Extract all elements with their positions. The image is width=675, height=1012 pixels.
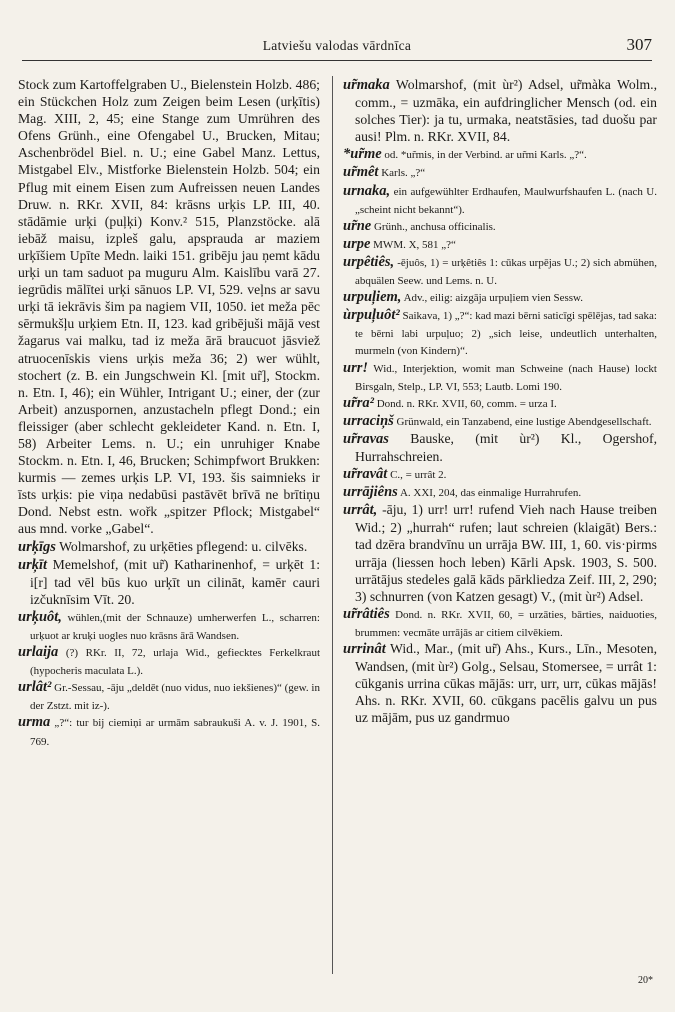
dictionary-entry — [343, 412, 657, 430]
dictionary-title: Latviešu valodas vārdnīca — [262, 38, 412, 53]
entry-definition: Wid., Mar., (mit ur̃) Ahs., Kurs., Līn., Mesoten, Wandsen, (mit ùr²) Golg., Selsau, Stomersee, = urrât 1: cūkganis urrina cūkas mājās: urr, urr, urr, cūkas mājās! Ahs. n. RKr. XVII, 60. cūkgans pacēlis galvu un pus uz mājām, pus uz gandrmuo — [355, 641, 657, 726]
dictionary-entry — [343, 145, 657, 163]
entry-definition: Wolmarshof, (mit ùr²) Adsel, ur̃màka Wolm., comm., = uzmāka, ein aufdringlicher Mensch (od. ein solches Tier): ja tu, urmaka, neatstāsies, tad duošu par ausi! Plm. n. RKr. XVII, 84. — [355, 77, 657, 145]
entry-definition: Grünwald, ein Tanzabend, eine lustige Abendgesellschaft. — [393, 415, 652, 428]
entry-definition: Dond. n. RKr. XVII, 60, = urzāties, bārties, naiduoties, brummen: vecmāte urrājās ar citiem cilvēkiem. — [355, 608, 657, 639]
entry-headword: ur̃ravas — [343, 430, 389, 447]
entry-definition: -āju, 1) urr! urr! rufend Vieh nach Hause treiben Wid.; 2) „hurrah“ rufen; laut schreien (klaigāt) Bers.: tad dzēra brandvīnu un urrāja BW. III, 1, 60. vis·pirms urrāja (liessen hoch leben) Kārli Apsk. 1903, S. 500. urrātājus stedeles galā kāds pārkliedza Zeif. III, 2, 290; 3) schnurren (von Katzen gesagt) V., (mit ùr²) Adsel. — [355, 502, 657, 604]
dictionary-entry — [18, 678, 320, 713]
entry-headword: urķīt — [18, 556, 48, 573]
dictionary-entry — [343, 288, 657, 306]
dictionary-entry — [343, 306, 657, 358]
entry-definition: Memelshof, (mit ur̃) Katharinenhof, = urķēt 1: i[r] tad vēl būs kuo urķīt un cilināt, kamēr cauri izčuknīsim Vīt. 20. — [30, 556, 320, 607]
column-divider — [332, 76, 333, 974]
entry-headword: urrinât — [343, 641, 386, 657]
dictionary-entry — [343, 253, 657, 288]
entry-definition: (?) RKr. II, 72, urlaja Wid., gefiecktes Ferkelkraut (hypocheris maculata L.). — [30, 647, 320, 678]
entry-headword: ur̃maka — [343, 77, 390, 93]
dictionary-entry — [343, 182, 657, 217]
dictionary-entry — [343, 465, 657, 483]
dictionary-entry — [18, 643, 320, 678]
entry-headword: ur̃ne — [343, 217, 372, 234]
entry-definition: Dond. n. RKr. XVII, 60, comm. = urza I. — [373, 397, 557, 410]
dictionary-entry — [343, 76, 657, 145]
signature-mark: 20* — [638, 975, 653, 986]
entry-definition: Saikava, 1) „?“: kad mazi bērni saticīgi spēlējas, tad saka: te bērni labi urpuļuo; 2) „sich leise, undeutlich unterhalten, murmeln (von Kindern)“. — [355, 310, 657, 358]
entry-headword: urrājiêns — [343, 484, 398, 501]
entry-text: Stock zum Kartoffelgraben U., Bielenstein Holzb. 486; ein Stückchen Holz zum Zeigen beim Lesen (urķītis) Mag. XIII, 2, 45; eine Stange zum Umrühren des Ofens Grünh., eine Ofengabel U., Brucken, Mitau; Aschenbrödel Biel. n. U.; eine Gabel Manz. Lettus, Mistgabel Elv., Mistforke Bielenstein Holzb. 504; ein Pflug mit einem Eisen zum Aufreissen neuen Landes Druw. n. RKr. XVII, 84: krāsns urķis LP. III, 40. stādāmie urķi (puļķi) Konv.² 515, Planzstöcke. alā iebāž maisu, izpleš galu, apsprauda ar maziem urķīšiem Upīte Medn. laiki 151. gribēju jau ņemt kādu urķi un tam saduot pa muguru Alm. Kaislību varā 27. iegrūdis mālītei urķi sānuos LP. VI, 529. veļns ar savu urķi tā iekrāvis šim pa nagiem VII, 1050. iet meža pēc sērmukšļu urķiem Etn. II, 123. kad gribējuši mājā vest žagarus vai malku, tad iz meža ārā braucuot jāsviež atruocenīskis viens urķis meža 36; 2) wer wühlt, stochert (z. B. ein Jungschwein Kl. [mit ur̃], Stockm. n. Etn. I, 46); ein Wühler, Intrigant U.; einer, der (zur Arbeit) anzuspornen, anzustacheln pflegt Dond.; ein fleissiger (aber schlecht gekleideter Kand. n. Etn. I, 58) Arbeiter Lems. n. U.; ein unruhiger Knabe Stockm. n. Etn. I, 46, Brucken; Schimpfwort Brukken: kurmis — zemes urķis LP. VI, 193. šis saimnieks ir īsts urķis: pie viņa nedabūsi pastāvēt brīvā ne brītiņu Dond. Nebst estn. wořk „spitzer Pflock; Mistgabel“ aus mnd. vorke „Gabel“. — [18, 77, 320, 537]
entry-definition: C., = urrât 2. — [387, 469, 447, 482]
entry-headword: ur̃ravât — [343, 466, 388, 483]
entry-definition: wühlen,(mit der Schnauze) umherwerfen L., scharren: urķuot ar kruķi uogles nuo krāsns ārā Wandsen. — [30, 611, 320, 642]
dictionary-entry — [343, 235, 657, 253]
dictionary-entry — [343, 430, 657, 465]
entry-definition: MWM. X, 581 „?“ — [370, 238, 456, 251]
entry-headword: urlaija — [18, 644, 59, 661]
entry-definition: Adv., eilig: aizgāja urpuļiem vien Sessw. — [401, 292, 583, 305]
entry-headword: urķīgs — [18, 538, 56, 555]
entry-headword: ur̃ra² — [343, 394, 374, 411]
entry-definition: od. *ur̃mis, in der Verbind. ar ur̃mi Karls. „?“. — [381, 149, 587, 162]
right-column — [343, 76, 657, 726]
entry-definition: Grünh., anchusa officinalis. — [371, 220, 496, 233]
entry-definition: Karls. „?“ — [378, 167, 426, 180]
page-number: 307 — [626, 35, 652, 54]
entry-definition: Gr.-Sessau, -āju „deldēt (nuo vidus, nuo iekšienes)“ (gew. in der Zstzt. mit iz-). — [30, 682, 320, 713]
entry-headword: *ur̃me — [343, 146, 382, 163]
dictionary-entry — [18, 538, 320, 556]
entry-headword: urpuļiem, — [343, 289, 402, 306]
dictionary-entry — [343, 605, 657, 640]
dictionary-entry — [343, 501, 657, 605]
dictionary-entry — [343, 394, 657, 412]
dictionary-entry — [343, 163, 657, 181]
entry-definition: A. XXI, 204, das einmalige Hurrahrufen. — [397, 487, 582, 500]
entry-headword: ùrpuļuôt² — [343, 307, 400, 324]
dictionary-entry — [18, 608, 320, 643]
dictionary-entry — [18, 713, 320, 748]
entry-headword: urpêtiês, — [343, 253, 395, 270]
running-header — [22, 35, 652, 61]
entry-definition: -ējuôs, 1) = urķêtiês 1: cūkas urpējas U.; 2) sich abmühen, abquälen Seew. und Lems. n. U. — [355, 256, 657, 288]
entry-continuation — [18, 76, 320, 538]
entry-headword: ur̃mêt — [343, 164, 379, 181]
entry-definition: Bauske, (mit ùr²) Kl., Ogershof, Hurrahschreien. — [355, 430, 657, 464]
dictionary-entry — [343, 483, 657, 501]
entry-definition: Wid., Interjektion, womit man Schweine (nach Hause) lockt Birsgaln, Stelp., LP. VI, 553; Lautb. Lomi 190. — [355, 362, 657, 393]
entry-definition: „?“: tur bij ciemiņi ar urmām sabraukuši A. v. J. 1901, S. 769. — [30, 717, 320, 748]
entry-headword: urpe — [343, 235, 371, 252]
entry-headword: urraciņš — [343, 412, 394, 429]
left-column — [18, 76, 320, 749]
entry-definition: ein aufgewühlter Erdhaufen, Maulwurfshaufen L. (nach U. „scheint nicht bekannt“). — [355, 185, 657, 216]
entry-headword: urķuôt, — [18, 608, 62, 625]
entry-headword: urnaka, — [343, 182, 391, 199]
entry-headword: urrât, — [343, 502, 378, 519]
dictionary-entry — [343, 640, 657, 726]
entry-headword: urma — [18, 714, 51, 731]
entry-headword: urr! — [343, 359, 368, 376]
dictionary-entry — [343, 359, 657, 394]
entry-headword: ur̃râtiês — [343, 605, 390, 622]
dictionary-entry — [18, 556, 320, 608]
entry-definition: Wolmarshof, zu urķēties pflegend: u. cilvēks. — [55, 538, 308, 554]
dictionary-entry — [343, 217, 657, 235]
entry-headword: urlât² — [18, 679, 52, 696]
